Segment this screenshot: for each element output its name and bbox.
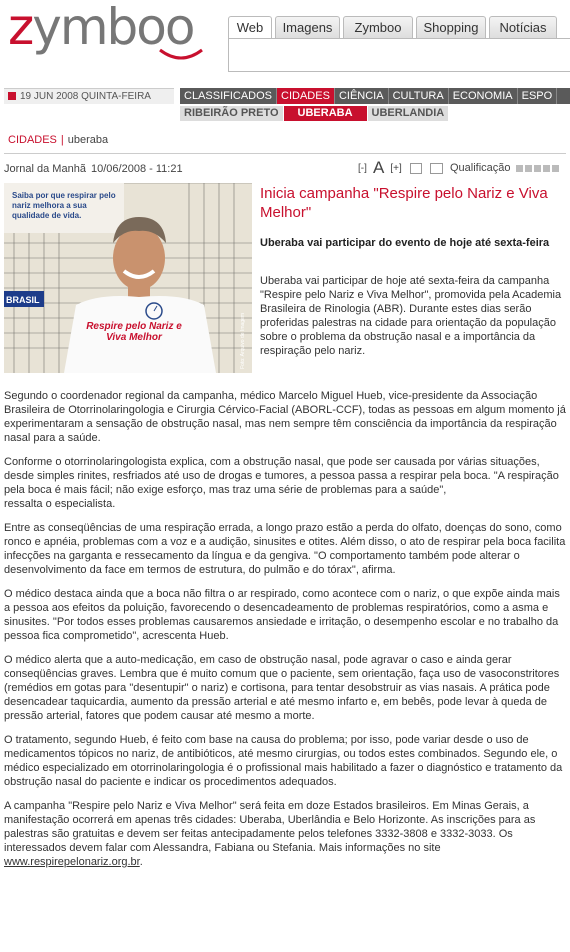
- nav-item-esportes[interactable]: ESPO: [518, 88, 558, 104]
- font-bigger-button[interactable]: [+]: [390, 162, 402, 174]
- breadcrumb-page: uberaba: [67, 134, 109, 146]
- logo-letter-z: z: [8, 0, 33, 56]
- article-meta: [4, 163, 183, 175]
- article-paragraph: O médico alerta que a auto-medicação, em caso de obstrução nasal, pode agravar o caso e ainda gerar conseqüências graves. Lembra que é muito comum que o paciente, sem orientação, faça uso de vasoconstritores (remédios em gotas para "desentupir" o nariz) e cortisona, para tentar desobstruir as vias nasais. A prática pode desencadear taquicardia, aumento da pressão arterial e até mesmo infarto e, em bebês, pode levar à queda de pressão arterial, fatores que podem causar até mesmo a morte.: [4, 654, 560, 722]
- article-body: [4, 389, 566, 879]
- search-input[interactable]: [228, 38, 570, 72]
- date-marker-icon: [8, 92, 16, 100]
- photo-credit: Foto: Arquivo de Imagem: [240, 313, 246, 369]
- article-photo: [4, 183, 252, 373]
- subnav-item-uberaba[interactable]: UBERABA: [284, 106, 367, 121]
- nav-item-cidades[interactable]: CIDADES: [277, 88, 335, 104]
- subnav-item-uberlandia[interactable]: UBERLANDIA: [368, 106, 449, 121]
- article-paragraph: O médico destaca ainda que a boca não filtra o ar respirado, como acontece com o nariz, o que expõe ainda mais a pessoa aos efeitos da poluição, favorecendo o desencadeamento de problemas respiratórios, como a asma e sinusites. "Por todos esses problemas causaremos ansiedade e irritação, o desempenho escolar e no trabalho da pessoa fica comprometido", acrescenta Hueb.: [4, 588, 560, 642]
- nav-item-cultura[interactable]: CULTURA: [389, 88, 449, 104]
- net-text: BRASIL: [6, 295, 40, 305]
- article-paragraph: Entre as conseqüências de uma respiração errada, a longo prazo estão a perda do olfato, doenças do sono, como ronco e apnéia, problemas com a voz e a audição, sinusites e otites. Além disso, o ato de respirar pela boca facilita infecções na garganta e ressecamento da língua e da gengiva. "O comportamento também pode alterar o desenvolvimento da face em termos de estrutura, do pulmão e do tórax", afirma.: [4, 522, 566, 576]
- article-tools: [358, 158, 559, 178]
- breadcrumb-separator: |: [60, 134, 64, 146]
- article-intro: Uberaba vai participar de hoje até sexta-feira da campanha "Respire pelo Nariz e Viva Melhor", promovida pela Academia Brasileira de Rinologia (ABR). Durante estes dias serão proferidas palestras na cidade para orientação da população sobre o problema da obstrução nasal e a importância da respiração pelo nariz.: [260, 275, 562, 357]
- article-source: Jornal da Manhã: [4, 163, 86, 175]
- date-text: 19 JUN 2008 QUINTA-FEIRA: [20, 91, 151, 102]
- rating-stars[interactable]: [514, 162, 559, 174]
- breadcrumb-section[interactable]: CIDADES: [8, 134, 57, 146]
- nav-item-ciencia[interactable]: CIÊNCIA: [335, 88, 389, 104]
- rating-star-icon[interactable]: [516, 165, 523, 172]
- tab-imagens[interactable]: Imagens: [275, 16, 340, 39]
- font-smaller-button[interactable]: [-]: [358, 162, 367, 174]
- tab-noticias[interactable]: Notícias: [489, 16, 557, 39]
- tab-web[interactable]: Web: [228, 16, 272, 40]
- nav-primary: [180, 88, 570, 104]
- tab-shopping[interactable]: Shopping: [416, 16, 486, 39]
- end-punctuation: .: [139, 856, 143, 868]
- rating-star-icon[interactable]: [525, 165, 532, 172]
- font-size-icon: A: [372, 158, 385, 177]
- rating-star-icon[interactable]: [543, 165, 550, 172]
- nav-item-economia[interactable]: ECONOMIA: [449, 88, 518, 104]
- smile-icon: [158, 48, 204, 62]
- article-paragraph: Segundo o coordenador regional da campanha, médico Marcelo Miguel Hueb, vice-presidente da Associação Brasileira de Otorrinolaringologia e Cirurgia Cérvico-Facial (ABORL-CCF), todas as pessoas em algum momento já experimentaram a sensação de obstrução nasal, mas nem sempre têm consciência da importância da respiração nasal para a saúde.: [4, 390, 566, 444]
- article-paragraph: O tratamento, segundo Hueb, é feito com base na causa do problema; por isso, pode variar desde o uso de medicamentos tópicos no nariz, de antibióticos, até mesmo cirurgias, ou todos estes combinados. Segundo ele, o médico especializado em otorrinolaringologia é o profissional mais habilitado a fazer o diagnóstico e tratamento da obstrução nasal do paciente e indicar os procedimentos adequados.: [4, 734, 563, 788]
- nav-secondary: [180, 106, 570, 122]
- article-datetime: 10/06/2008 - 11:21: [91, 163, 183, 175]
- subnav-item-ribeirao-preto[interactable]: RIBEIRÃO PRETO: [180, 106, 283, 121]
- article-paragraph: Conforme o otorrinolaringologista explica, com a obstrução nasal, que pode ser causada por várias situações, desde simples rinites, resfriados até uso de drogas e tumores, a pessoa passa a respirar pela boca. "A respiração pela boca é mais fácil; não exige esforço, mas traz uma série de problemas para a saúde",: [4, 456, 559, 496]
- tab-zymboo[interactable]: Zymboo: [343, 16, 413, 39]
- rating-label: Qualificação: [449, 162, 511, 174]
- article-paragraph: ressalta o especialista.: [4, 498, 116, 510]
- nav-item-classificados[interactable]: CLASSIFICADOS: [180, 88, 277, 104]
- article-subhead: Uberaba vai participar do evento de hoje até sexta-feira: [260, 237, 550, 249]
- article-paragraph-last: [4, 799, 566, 869]
- shirt-text: Respire pelo Nariz e Viva Melhor: [86, 321, 182, 343]
- rating-star-icon[interactable]: [552, 165, 559, 172]
- date-bar: [4, 88, 174, 104]
- search-tabs: [228, 16, 570, 38]
- article-headline: Inicia campanha "Respire pelo Nariz e Viva Melhor": [260, 185, 548, 221]
- zymboo-logo[interactable]: [8, 2, 218, 68]
- last-paragraph-text: A campanha "Respire pelo Nariz e Viva Melhor" será feita em doze Estados brasileiros. Em Minas Gerais, a manifestação ocorrerá em apenas três cidades: Uberaba, Uberlândia e Belo Horizonte. As inscrições para as palestras são gratuitas e devem ser feitas antecipadamente pelos telefones 3332-3808 e 3332-3033. Os interessados devem falar com Alessandra, Fabiana ou Stefania. Mais informações no site: [4, 800, 536, 854]
- campaign-site-link[interactable]: www.respirepelonariz.org.br: [4, 856, 140, 868]
- rating-star-icon[interactable]: [534, 165, 541, 172]
- logo-letters: ymboo: [32, 0, 194, 56]
- breadcrumb: [4, 134, 566, 154]
- print-icon[interactable]: [410, 163, 422, 174]
- email-icon[interactable]: [430, 163, 443, 174]
- photo-caption: Saiba por que respirar pelo nariz melhora a sua qualidade de vida.: [12, 191, 116, 220]
